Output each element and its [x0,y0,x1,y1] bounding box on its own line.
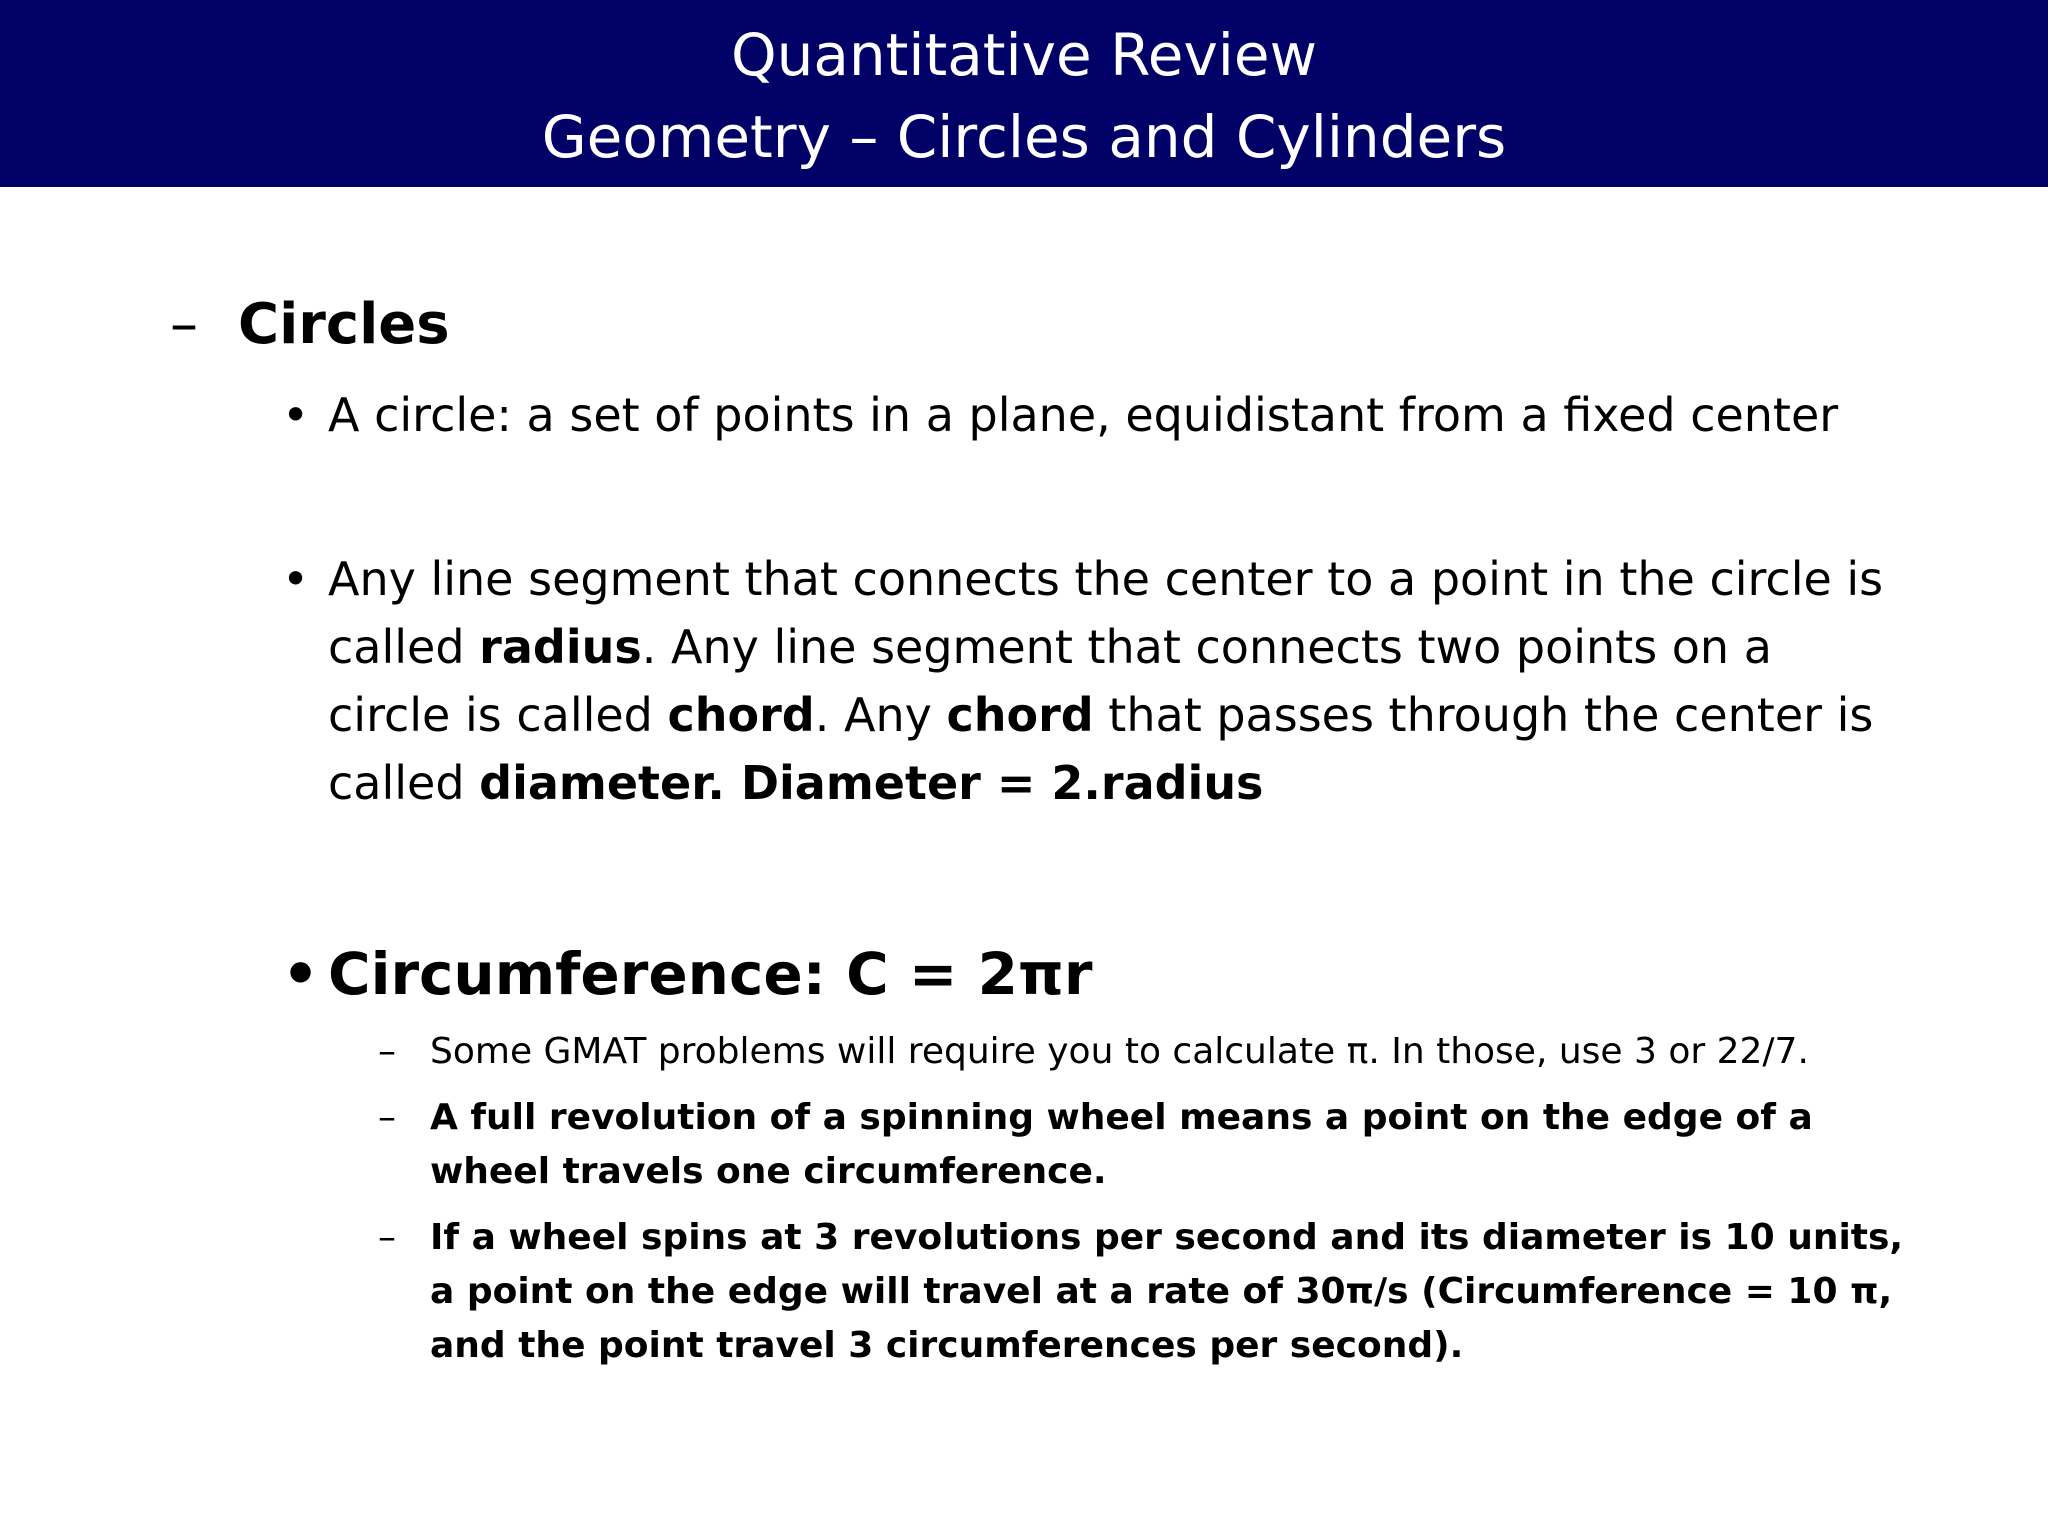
sub-dash: – [378,1097,396,1138]
text-segment: that passes through the center is called [328,688,1874,810]
sub-dash: – [378,1217,396,1258]
section-title: Circles [238,292,450,357]
sub-item-text: A full revolution of a spinning wheel means a point on the edge of a wheel travels one circumference. [430,1097,1813,1192]
bullet-text: A circle: a set of points in a plane, equidistant from a fixed center [328,388,1839,442]
bullet-mark: • [282,940,320,1008]
sub-item-pi-approximation [378,1025,1918,1079]
slide-subtitle: Geometry – Circles and Cylinders [541,103,1507,171]
term-radius: radius [479,620,642,674]
text-segment: . Any [814,688,947,742]
section-heading [170,292,450,358]
text-segment: Any line segment that connects the center to a point in the circle is called [328,552,1884,674]
sub-item-full-revolution [378,1091,1918,1199]
bullet-text [328,545,1902,817]
text-segment: . Any line segment that connects two points on a circle is called [328,620,1772,742]
bullet-circumference [282,938,1902,1010]
sub-dash: – [378,1031,396,1072]
bullet-radius-chord-diameter [282,545,1902,817]
sub-item-wheel-example [378,1211,1918,1373]
sub-item-text: Some GMAT problems will require you to calculate π. In those, use 3 or 22/7. [430,1031,1809,1072]
term-diameter: diameter. Diameter = 2.radius [479,756,1264,810]
term-chord: chord [946,688,1094,742]
bullet-mark: • [282,388,310,442]
section-dash: – [170,292,198,357]
bullet-circle-definition [282,381,1902,449]
slide-title: Quantitative Review [730,21,1318,89]
slide-header [0,0,2048,187]
term-chord: chord [667,688,815,742]
bullet-text: Circumference: C = 2πr [328,940,1093,1008]
bullet-mark: • [282,552,310,606]
sub-item-text: If a wheel spins at 3 revolutions per second and its diameter is 10 units, a point on the edge will travel at a rate of 30π/s (Circumference = 10 π, and the point travel 3 circumferences per second). [430,1217,1904,1366]
